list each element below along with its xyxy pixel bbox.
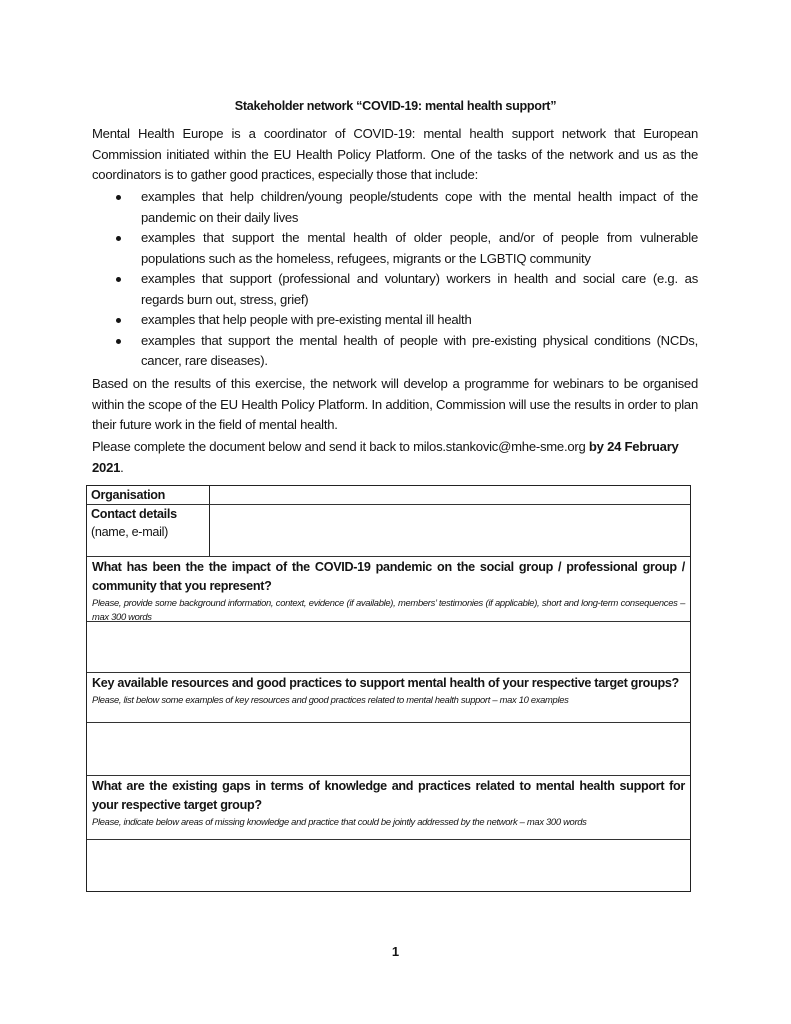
organisation-row <box>87 486 690 505</box>
list-item-text: examples that support (professional and voluntary) workers in health and social care (e.g. as regards burn out, stress, grief) <box>141 271 698 307</box>
list-item-text: examples that help children/young people/students cope with the mental health impact of the pandemic on their daily lives <box>141 189 698 225</box>
question-hint: Please, indicate below areas of missing knowledge and practice that could be jointly addressed by the network – max 300 words <box>92 816 587 827</box>
contact-details-field[interactable] <box>210 505 690 556</box>
question-row-gaps <box>87 776 690 840</box>
instructions-paragraph <box>92 437 698 478</box>
impact-answer-field[interactable] <box>87 622 690 672</box>
results-paragraph: Based on the results of this exercise, the network will develop a programme for webinars to be organised within the scope of the EU Health Policy Platform. In addition, Commission will use the results in order to plan their future work in the field of mental health. <box>92 376 698 432</box>
contact-label: Contact details <box>91 507 177 521</box>
document-title: Stakeholder network “COVID-19: mental health support” <box>234 99 557 113</box>
deadline-text: by 24 February 2021 <box>92 439 679 475</box>
bullet-icon <box>116 277 121 282</box>
list-item <box>92 310 698 331</box>
question-hint: Please, provide some background information, context, evidence (if available), members’ testimonies (if applicable), short and long-term consequences – max 300 words <box>92 597 685 622</box>
organisation-field[interactable] <box>210 486 690 504</box>
practice-list <box>92 187 698 372</box>
bullet-icon <box>116 339 121 344</box>
answer-row-impact <box>87 622 690 673</box>
bullet-icon <box>116 236 121 241</box>
question-title: Key available resources and good practices to support mental health of your respective target groups? <box>92 676 679 690</box>
bullet-icon <box>116 318 121 323</box>
instructions-end: . <box>120 459 124 475</box>
organisation-label: Organisation <box>91 488 166 502</box>
list-item-text: examples that support the mental health of older people, and/or of people from vulnerable populations such as the homeless, refugees, migrants or the LGBTIQ community <box>141 230 698 266</box>
list-item-text: examples that support the mental health of people with pre-existing physical conditions (NCDs, cancer, rare diseases). <box>141 332 698 368</box>
list-item-text: examples that help people with pre-existing mental ill health <box>141 312 472 327</box>
list-item <box>92 228 698 269</box>
questionnaire-table <box>86 485 691 892</box>
bullet-icon <box>116 195 121 200</box>
page-number: 1 <box>391 944 400 959</box>
contact-sublabel: (name, e-mail) <box>91 525 168 539</box>
question-row-impact <box>87 557 690 622</box>
question-title: What has been the the impact of the COVID-19 pandemic on the social group / professional group / community that you represent? <box>92 560 685 593</box>
instructions-text: Please complete the document below and send it back to milos.stankovic@mhe-sme.org <box>92 439 589 454</box>
list-item <box>92 187 698 228</box>
question-row-resources <box>87 673 690 723</box>
question-hint: Please, list below some examples of key resources and good practices related to mental health support – max 10 examples <box>92 694 569 705</box>
gaps-answer-field[interactable] <box>87 840 690 891</box>
question-title: What are the existing gaps in terms of knowledge and practices related to mental health support for your respective target group? <box>92 779 685 812</box>
answer-row-resources <box>87 723 690 776</box>
answer-row-gaps <box>87 840 690 891</box>
contact-row <box>87 505 690 557</box>
organisation-label-cell <box>87 486 210 504</box>
list-item <box>92 269 698 310</box>
resources-answer-field[interactable] <box>87 723 690 775</box>
contact-label-cell <box>87 505 210 556</box>
intro-paragraph: Mental Health Europe is a coordinator of COVID-19: mental health support network that European Commission initiated within the EU Health Policy Platform. One of the tasks of the network and us as the coordinators is to gather good practices, especially those that include: <box>92 126 698 182</box>
list-item <box>92 331 698 372</box>
